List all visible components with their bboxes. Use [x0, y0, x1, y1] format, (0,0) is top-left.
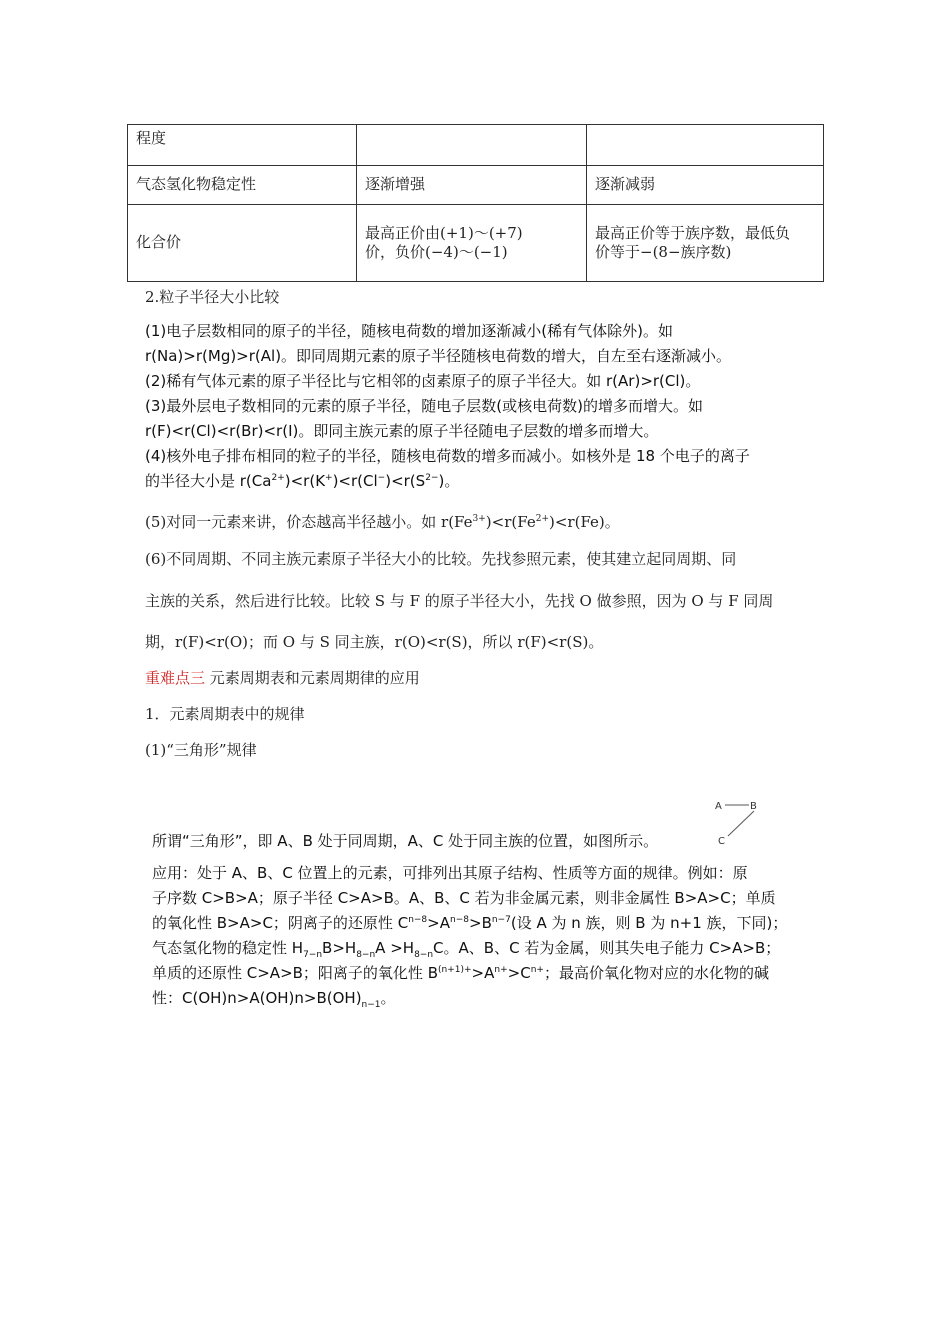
triangle-label-b: B	[750, 801, 757, 812]
triangle-label-c: C	[718, 836, 725, 847]
text-run: )<r(S	[385, 472, 426, 490]
subheading: (1)“三角形”规律	[145, 741, 257, 759]
section-heading: 2.粒子半径大小比较	[145, 288, 280, 306]
superscript: 2+	[271, 473, 285, 483]
text-run: A >H	[375, 939, 415, 957]
paragraph-line: r(F)<r(Cl)<r(Br)<r(I)。即同主族元素的原子半径随电子层数的增多而增大。	[145, 422, 659, 440]
paragraph-line	[152, 937, 780, 960]
text-run: )。	[438, 472, 460, 490]
table-cell: 逐渐减弱	[587, 166, 824, 205]
superscript: n−8	[450, 915, 469, 925]
triangle-diagram	[712, 798, 764, 848]
paragraph-line	[145, 470, 459, 491]
superscript: n+	[530, 965, 544, 975]
periodic-property-table	[127, 124, 824, 282]
table-cell	[357, 125, 587, 166]
paragraph-line: (3)最外层电子数相同的元素的原子半径，随电子层数(或核电荷数)的增多而增大。如	[145, 397, 703, 415]
table-row	[128, 205, 824, 282]
text-run: )<r(K	[284, 472, 326, 490]
superscript: n−7	[491, 915, 511, 925]
text-run: >C	[507, 964, 531, 982]
table-cell-label: 程度	[128, 125, 357, 166]
paragraph-line	[152, 962, 769, 983]
cell-line: 价，负价(−4)～(−1)	[365, 243, 508, 261]
superscript: n+	[494, 965, 508, 975]
superscript: 2−	[425, 473, 439, 483]
superscript: n−8	[408, 915, 428, 925]
cell-line: 最高正价由(+1)～(+7)	[365, 223, 523, 242]
text-run: 的半径大小是 r(Ca	[145, 472, 272, 490]
triangle-edge-bc	[728, 811, 754, 836]
paragraph-line	[145, 511, 620, 532]
text-run: 。	[380, 989, 396, 1007]
text-run: 气态氢化物的稳定性 H	[152, 939, 304, 957]
subscript: 8−n	[414, 950, 434, 960]
subscript: 8−n	[356, 950, 376, 960]
superscript: (n+1)+	[438, 965, 472, 975]
text-run: )<r(Fe)。	[549, 513, 620, 531]
subheading: 1．元素周期表中的规律	[145, 705, 305, 723]
heading-highlight: 重难点三	[145, 669, 206, 687]
superscript: −	[377, 473, 386, 483]
text-run: (5)对同一元素来讲，价态越高半径越小。如 r(Fe	[145, 513, 473, 531]
paragraph-line: 主族的关系，然后进行比较。比较 S 与 F 的原子半径大小，先找 O 做参照，因为 O 与 F 同周	[145, 592, 774, 610]
text-run: (设 A 为 n 族，则 B 为 n+1 族，下同)；	[510, 914, 788, 932]
table-cell	[587, 125, 824, 166]
subscript: n−1	[361, 1000, 381, 1010]
cell-line: 价等于−(8−族序数)	[595, 243, 732, 261]
paragraph-line	[152, 912, 787, 933]
text-run: >A	[427, 914, 451, 932]
subscript: 7−n	[303, 950, 323, 960]
text-run: 单质的还原性 C>A>B；阳离子的氧化性 B	[152, 964, 438, 982]
table-cell	[357, 205, 587, 282]
paragraph-line: (6)不同周期、不同主族元素原子半径大小的比较。先找参照元素，使其建立起同周期、同	[145, 550, 737, 568]
text-run: ；最高价氧化物对应的水化物的碱	[543, 964, 769, 982]
text-run: 性：C(OH)n>A(OH)n>B(OH)	[152, 989, 362, 1007]
text-run: )<r(Cl	[332, 472, 378, 490]
text-run: )<r(Fe	[485, 513, 536, 531]
text-run: >B	[469, 914, 492, 932]
paragraph-line: 期，r(F)<r(O)；而 O 与 S 同主族，r(O)<r(S)，所以 r(F)<r(S)。	[145, 633, 604, 651]
table-row	[128, 125, 824, 166]
text-run: 的氧化性 B>A>C；阴离子的还原性 C	[152, 914, 409, 932]
table-cell: 逐渐增强	[357, 166, 587, 205]
text-run: C。A、B、C 若为金属，则其失电子能力 C>A>B；	[433, 939, 781, 957]
superscript: 2+	[535, 514, 549, 524]
heading-text: 元素周期表和元素周期律的应用	[209, 669, 420, 687]
table-cell	[587, 205, 824, 282]
paragraph-line	[152, 987, 396, 1010]
text-run: >A	[471, 964, 495, 982]
superscript: 3+	[472, 514, 486, 524]
triangle-label-a: A	[715, 801, 722, 812]
superscript: +	[325, 473, 333, 483]
paragraph-line: r(Na)>r(Mg)>r(Al)。即同周期元素的原子半径随核电荷数的增大，自左至右逐渐减小。	[145, 347, 732, 365]
table-cell-label: 化合价	[128, 205, 357, 282]
paragraph-line: (1)电子层数相同的原子的半径，随核电荷数的增加逐渐减小(稀有气体除外)。如	[145, 322, 673, 340]
table-cell-label: 气态氢化物稳定性	[128, 166, 357, 205]
section-heading	[145, 667, 420, 688]
cell-line: 最高正价等于族序数，最低负	[595, 223, 791, 242]
table-row	[128, 166, 824, 205]
paragraph-line: 所谓“三角形”，即 A、B 处于同周期，A、C 处于同主族的位置，如图所示。	[152, 832, 659, 850]
paragraph-line: (4)核外电子排布相同的粒子的半径，随核电荷数的增多而减小。如核外是 18 个电子的离子	[145, 447, 750, 465]
paragraph-line: 应用：处于 A、B、C 位置上的元素，可排列出其原子结构、性质等方面的规律。例如：原	[152, 864, 748, 882]
paragraph-line: 子序数 C>B>A；原子半径 C>A>B。A、B、C 若为非金属元素，则非金属性 B>A>C；单质	[152, 889, 776, 907]
paragraph-line: (2)稀有气体元素的原子半径比与它相邻的卤素原子的原子半径大。如 r(Ar)>r(Cl)。	[145, 372, 701, 390]
text-run: B>H	[322, 939, 357, 957]
